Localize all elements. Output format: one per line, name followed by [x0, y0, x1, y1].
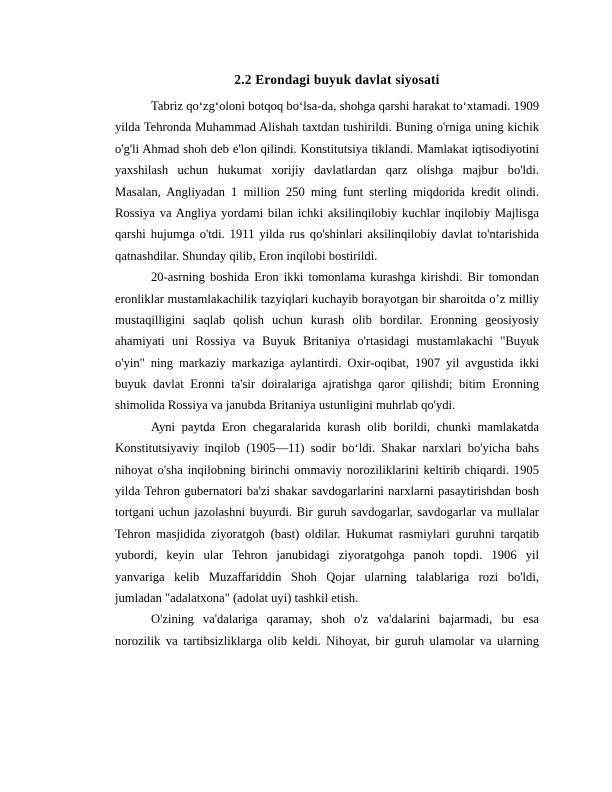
section-title: 2.2 Erondagi buyuk davlat siyosati: [234, 72, 440, 87]
text-line: yilda Tehronda Muhammad Alishah taxtdan tushirildi. Buning o'rniga uning kichik: [115, 120, 539, 135]
text-line: buyuk davlat Eronni ta'sir doiralariga ajratishga qaror qilishdi; bitim Eronning: [115, 377, 539, 392]
text-line: Masalan, Angliyadan 1 million 250 ming funt sterling miqdorida kredit olindi.: [115, 184, 539, 199]
text-line: qarshi hujumga o'tdi. 1911 yilda rus qo'shinlari aksilinqilobiy davlat to'ntarishida: [115, 227, 539, 242]
text-line: Rossiya va Angliya yordami bilan ichki aksilinqilobiy kuchlar inqilobiy Majlisga: [115, 205, 539, 220]
text-line: o'yin" ning markaziy markaziga aylantirdi. Oxir-oqibat, 1907 yil avgustida ikki: [115, 355, 539, 370]
text-line: ahamiyati uni Rossiya va Buyuk Britaniya o'rtasidagi mustamlakachi "Buyuk: [115, 334, 539, 349]
text-line: Tehron masjidida ziyoratgoh (bast) oldilar. Hukumat rasmiylari guruhni tarqatib: [115, 526, 539, 541]
text-line: mustaqilligini saqlab qolish uchun kurash olib bordilar. Eronning geosiyosiy: [115, 312, 539, 327]
text-line: nihoyat o'sha inqilobning birinchi ommaviy noroziliklarini keltirib chiqardi. 1905: [115, 462, 539, 477]
text-line: yanvariga kelib Muzaffariddin Shoh Qojar ularning talablariga rozi bo'ldi,: [115, 569, 539, 584]
text-line: Konstitutsiyaviy inqilob (1905—11) sodir boʻldi. Shakar narxlari bo'yicha bahs: [115, 441, 539, 456]
text-line: yubordi, keyin ular Tehron janubidagi ziyoratgohga panoh topdi. 1906 yil: [115, 548, 539, 563]
text-line: yilda Tehron gubernatori ba'zi shakar savdogarlarini narxlarni pasaytirishdan bosh: [115, 484, 539, 499]
text-line: jumladan "adalatxona" (adolat uyi) tashkil etish.: [115, 590, 359, 605]
text-line: eronliklar mustamlakachilik tazyiqlari kuchayib borayotgan bir sharoitda o’z milliy: [115, 291, 539, 306]
text-line: shimolida Rossiya va janubda Britaniya ustunligini muhrlab qo'ydi.: [115, 398, 456, 413]
paragraph-4: [115, 609, 539, 652]
body-text: [115, 96, 539, 652]
text-line: qatnashdilar. Shunday qilib, Eron inqilobi bostirildi.: [115, 248, 378, 263]
text-line: norozilik va tartibsizliklarga olib keldi. Nihoyat, bir guruh ulamolar va ularning: [115, 633, 539, 648]
paragraph-1: [115, 96, 539, 267]
text-line: O'zining va'dalariga qaramay, shoh o'z va'dalarini bajarmadi, bu esa: [151, 612, 539, 627]
text-line: o'g'li Ahmad shoh deb e'lon qilindi. Konstitutsiya tiklandi. Mamlakat iqtisodiyotini: [115, 141, 539, 156]
text-line: Tabriz qoʻzgʻoloni botqoq boʻlsa-da, shohga qarshi harakat toʻxtamadi. 1909: [151, 99, 539, 113]
text-line: tortgani uchun jazolashni buyurdi. Bir guruh savdogarlar, savdogarlar va mullalar: [115, 505, 539, 520]
text-line: 20-asrning boshida Eron ikki tomonlama kurashga kirishdi. Bir tomondan: [151, 270, 539, 285]
text-line: Ayni paytda Eron chegaralarida kurash olib borildi, chunki mamlakatda: [151, 419, 539, 434]
paragraph-2: [115, 267, 539, 417]
text-line: yaxshilash uchun hukumat xorijiy davlatlardan qarz olishga majbur bo'ldi.: [115, 163, 539, 178]
paragraph-3: [115, 417, 539, 610]
